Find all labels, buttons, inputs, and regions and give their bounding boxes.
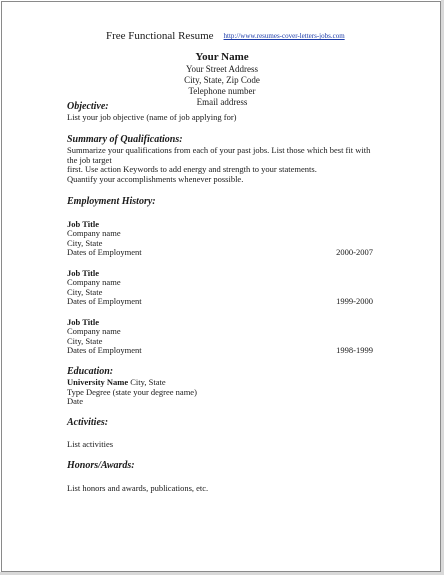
qualifications-line: Quantify your accomplishments whenever possible. xyxy=(67,173,244,184)
contact-telephone: Telephone number xyxy=(188,86,256,96)
qualifications-heading: Summary of Qualifications: xyxy=(67,134,183,145)
objective-section xyxy=(67,101,377,123)
job-location: City, State xyxy=(67,335,103,346)
degree-type: Type Degree (state your degree name) xyxy=(67,386,197,397)
university-name: University Name xyxy=(67,377,129,387)
activities-text: List activities xyxy=(67,439,114,449)
honors-text: List honors and awards, publications, etc. xyxy=(67,483,209,493)
education-section xyxy=(67,366,377,407)
university-location: City, State xyxy=(128,377,166,387)
dates-label: Dates of Employment xyxy=(67,345,142,356)
dates-value: 1998-1999 xyxy=(336,345,373,356)
job-entry xyxy=(67,268,377,307)
activities-body xyxy=(67,440,377,450)
contact-street: Your Street Address xyxy=(185,64,259,74)
contact-block xyxy=(170,51,274,108)
dates-value: 1999-2000 xyxy=(336,296,373,307)
qualifications-section xyxy=(67,134,377,184)
contact-name: Your Name xyxy=(195,51,249,63)
dates-row xyxy=(67,248,377,258)
company-name: Company name xyxy=(67,228,121,238)
qualifications-line: first. Use action Keywords to add energy and strength to your statements. xyxy=(67,164,317,175)
education-heading: Education: xyxy=(67,366,114,377)
dates-row xyxy=(67,297,377,307)
job-title: Job Title xyxy=(67,268,100,278)
website-link[interactable]: http://www.resumes-cover-letters-jobs.com xyxy=(223,32,345,40)
job-entry xyxy=(67,219,377,258)
dates-label: Dates of Employment xyxy=(67,247,142,258)
objective-text: List your job objective (name of job applying for) xyxy=(67,112,237,122)
activities-section xyxy=(67,417,377,429)
dates-label: Dates of Employment xyxy=(67,296,142,307)
company-name: Company name xyxy=(67,277,121,287)
resume-header xyxy=(106,29,345,43)
activities-heading: Activities: xyxy=(67,417,109,428)
job-location: City, State xyxy=(67,237,103,248)
dates-row xyxy=(67,346,377,356)
contact-email: Email address xyxy=(196,97,248,107)
job-entry xyxy=(67,317,377,356)
honors-heading: Honors/Awards: xyxy=(67,460,135,471)
contact-city-state-zip: City, State, Zip Code xyxy=(184,75,260,85)
objective-heading: Objective: xyxy=(67,101,109,112)
qualifications-line: Summarize your qualifications from each of your past jobs. List those which best fit with the job target xyxy=(67,145,371,165)
job-title: Job Title xyxy=(67,317,100,327)
company-name: Company name xyxy=(67,326,121,336)
dates-value: 2000-2007 xyxy=(336,247,373,258)
honors-section xyxy=(67,460,377,472)
job-location: City, State xyxy=(67,286,103,297)
employment-heading: Employment History: xyxy=(67,196,156,207)
employment-heading-block xyxy=(67,196,377,208)
job-title: Job Title xyxy=(67,219,100,229)
honors-body xyxy=(67,484,377,494)
header-title: Free Functional Resume xyxy=(106,30,214,42)
education-date: Date xyxy=(67,396,84,407)
